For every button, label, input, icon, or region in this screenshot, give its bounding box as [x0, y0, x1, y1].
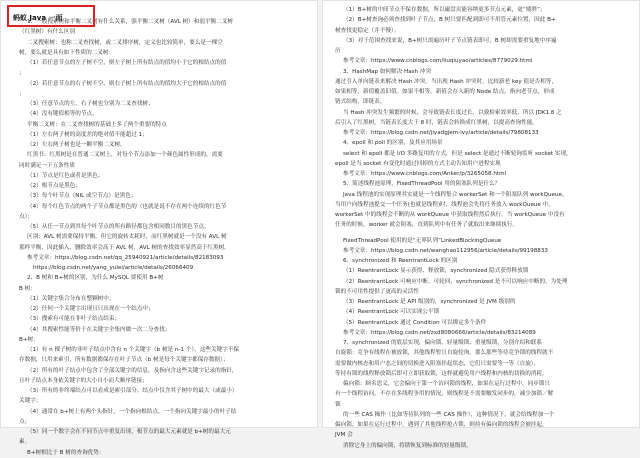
text-line: （4）其搜索性能等价于在关键字全集内做一次二分查找；: [27, 326, 171, 333]
text-line: 树，要么就是具有如下性质的二叉树：: [19, 49, 115, 56]
text-line: 需要做内核态和用户态之间的切换进入阻塞挂起状态，它们只需要等一等（自旋），: [335, 360, 540, 367]
text-line: 链式结构，即链表。: [335, 99, 386, 106]
text-line: 树查找更稳定（并不慢）；: [335, 27, 400, 34]
text-line: 历: [335, 48, 341, 54]
text-line: （3）所有的非终端结点可以看成是索引部分，结点中仅含其子树中的最大（或最小）: [27, 388, 238, 394]
text-line: B+树相比于 B 树的查询优势：: [27, 449, 105, 456]
text-line: 同时满足一下五条性质: [19, 162, 75, 169]
text-line: （4）每个红色节点的两个子节点都是黑色的（也就是说不存在两个连续的红色节: [27, 203, 227, 210]
text-line: 自旋锁：竞争有线程在被放锁，其他线程暂且自旋轮询，那么那些等待竞争锁的线程就不: [335, 350, 554, 357]
text-line: 偏向锁：顾名思义，它会偏向于第一个访问锁的线程，如果在运行过程中，同步锁只: [343, 381, 550, 387]
text-line: Java 线程池的实现原理其实就是一个线程集合 workerSet 和一个阻塞队列 workQueue。: [343, 191, 568, 198]
text-line: （5）从任一节点到其每个叶节点的所有路径都包含相同数目的黑色节点。: [27, 224, 210, 230]
text-line: 二叉搜索树：也称二叉查找树，或二叉排序树，定义也比较简单，要么是一棵空: [27, 39, 223, 46]
text-line: （5）ReentrantLock 通过 Condition 可以绑定多个条件: [343, 319, 487, 326]
text-line: （3）对于范围查找来说，B+树只需遍历叶子节点链表即可，B 树却需要重复地中序遍: [343, 37, 557, 44]
text-line: 且叶子结点本身依关键字的大小自小而大顺序链接；: [19, 377, 148, 384]
document-title: 蚂蚁 Java 一面: [7, 5, 95, 27]
text-line: workerSet 中的线程会不断的从 workQueue 中获取线程然后执行。当 workQueue 中没有: [335, 212, 565, 218]
text-line: 6、synchronized 和 ReentrantLock 的区别: [343, 258, 458, 264]
text-line: （3）任意节点的左、右子树也分别为二叉查找树；: [27, 101, 154, 107]
text-line: （1）节点是红色或者是黑色；: [27, 172, 104, 179]
text-line: 如果相等，新值覆盖旧值。如果不相等，新值会存入新的 Node 结点，指向老节点，形成: [335, 89, 555, 95]
text-line: 当 Hash 冲突发生频繁的时候，会导致链表长度过长，以致检索效率低，所以 JDK1.8 之: [343, 109, 562, 116]
text-line: （3）ReentrantLock 是 API 级别的，synchronized 是 JVM 级别的: [343, 299, 516, 305]
text-line: 那样平衡，因此插入、删除效率会高于 AVL 树，AVL 树的查找效率显然高于红黑树。: [19, 244, 230, 251]
text-line: 后引入了红黑树，当链表长度大于 8 时，链表会转换成红黑树，以提高查询性能。: [335, 119, 538, 126]
text-line: 的一些 CAS 操作（比如等待队列的一些 CAS 操作），这种情况下，就会给线程加一个: [343, 411, 555, 418]
text-line: 7、synchronized 的底层实现，偏向锁、轻量级锁、重量级锁，分别介绍和联系: [343, 340, 542, 346]
text-line: 点；: [19, 418, 31, 425]
right-page: [322, 0, 640, 449]
text-line: 任务的时候，worker 就会阻塞，直到队列中有任务了就取出来继续执行。: [335, 222, 519, 229]
text-line: 参考文章：https://www.cnblogs.com/liuqiuyao/articles/8779029.html: [343, 58, 533, 65]
text-line: https://blog.csdn.net/yang_yulei/article/details/26066409: [33, 265, 194, 271]
left-page: [0, 0, 318, 456]
text-line: 点）；: [19, 213, 33, 220]
text-line: （2）若任意节点的右子树不空，则右子树上所有结点的值均大于它的根结点的值: [27, 80, 227, 87]
text-line: FixedThreadPool 使用的是“无界队列”LinkedBlockingQueue: [343, 237, 502, 244]
text-line: 素。: [19, 439, 31, 446]
text-line: （1）B+树的中间节点不保存数据，所以磁盘页能容纳更多节点元素，更“矮胖”；: [343, 7, 546, 13]
left-page-body: [19, 17, 307, 458]
text-line: 偏向锁。如果在运行过程中，遇到了其他线程抢占锁，则持有偏向锁的线程会被挂起，: [335, 422, 548, 428]
text-line: （3）搜索有可能在非叶子结点结束；: [27, 316, 121, 323]
text-line: （1）左右两子树的高度差的绝对值不能超过 1；: [27, 131, 148, 138]
text-line: ；: [19, 70, 25, 77]
text-line: 通过引入单向链表来解决 Hash 冲突。当出现 Hash 冲突时，比较新老 key 值是否相等，: [335, 78, 558, 85]
text-line: 3、HashMap 如何解决 Hash 冲突: [343, 68, 432, 75]
text-line: 锁: [335, 401, 341, 408]
text-line: 参考文章：https://blog.csdn.net/qq_25940921/article/details/82183093: [27, 254, 224, 261]
text-line: （2）所有的叶子结点中包含了全部关键字的信息，及指向含这些关键字记录的指针，: [27, 367, 238, 374]
text-line: （2）ReentrantLock 可响应中断、可轮回，synchronized 是不可以响应中断的，为处理: [343, 278, 568, 285]
text-line: （1）关键字集合分布在整颗树中；: [27, 295, 115, 302]
text-line: （1）若任意节点的左子树不空，则左子树上所有结点的值均小于它的根结点的值: [27, 60, 227, 66]
text-line: 2、B 树和 B+树的区别，为什么 MySQL 要使用 B+树: [27, 275, 164, 282]
text-line: 有一个线程访问，不存在多线程争用的情况，则线程是不需要触发同步的，减少加锁／解: [335, 391, 554, 398]
text-line: 4、epoll 和 poll 的区别，及其应用场景: [343, 140, 443, 147]
text-line: （5）同一个数字会在不同节点中重复出现，根节点的最大元素就是 b+树的最大元: [27, 429, 231, 435]
text-line: epoll 是当 socket 有变化时通过回掉的方式主动告知用户进程实现: [335, 160, 501, 167]
text-line: （2）B+树查询必须查找到叶子节点，B 树只要匹配到即可不用管元素位置，因此 B+: [343, 17, 556, 24]
text-line: （2）任何一个关键字出现且只出现在一个结点中；: [27, 306, 154, 312]
text-line: 消除它身上的偏向锁，将锁恢复到标准的轻量级锁。: [343, 442, 472, 449]
text-line: （4）ReentrantLock 可以实现公平锁: [343, 309, 440, 316]
text-line: 参考文章：https://blog.csdn.net/zxd8080666/article/details/83214089: [343, 329, 536, 336]
text-line: 1、一般搜索树和平衡二叉树有什么关系，强平衡二叉树（AVL 树）和弱平衡二叉树: [27, 19, 233, 25]
text-line: 5、简述线程池原理，FixedThreadPool 用的阻塞队列是什么？: [343, 181, 501, 188]
text-line: （4）没有键值相等的节点。: [27, 111, 98, 118]
text-line: B+树：: [19, 336, 39, 343]
text-line: （1）有 n 棵子树的非叶子结点中含有 n 个关键字（b 树是 n-1 个），这些关键字不保: [27, 347, 239, 353]
text-line: 参考文章：https://blog.csdn.net/jiyadgjem-ivy/article/details/79808133: [343, 130, 539, 136]
text-line: 关键字；: [19, 398, 42, 405]
text-line: 区别：AVL 树需要保持平衡，但它的旋转太耗时，而红黑树就是一个没有 AVL 树: [27, 234, 227, 241]
text-line: 参考文章：https://www.cnblogs.com/Anker/p/3265058.html: [343, 171, 507, 177]
text-line: 等持有锁的线程释放锁后即可立即获取锁，这样就避免用户线程和内核的切换的消耗。: [335, 370, 548, 377]
text-line: 当用户向线程池提交一个任务(也就是线程)时，线程池会先将任务放入 workQueue 中。: [335, 201, 554, 208]
text-line: （2）根节点是黑色；: [27, 183, 81, 189]
text-line: 平衡二叉树：在二叉查找树的基础上多了两个重要的特点: [27, 121, 167, 128]
text-line: 红黑书：红黑树是在普通二叉树上，对每个节点添加一个颜色属性形成的，需要: [27, 152, 223, 159]
text-line: （1）ReentrantLock 显示获得、释放锁，synchronized 隐式获得释放锁: [343, 268, 529, 275]
text-line: 锁的不可用性提供了更高的灵活性: [335, 288, 419, 295]
text-line: （2）左右两子树也是一颗平衡二叉树。: [27, 142, 126, 148]
text-line: （红黑树）有什么区别: [19, 29, 75, 36]
text-line: （4）通常在 b+树上有两个头指针，一个指向根结点，一个指向关键字最小的叶子结: [27, 408, 237, 415]
right-page-body: [335, 5, 629, 451]
text-line: 参考文章：https://blog.csdn.net/wanghao112956/article/details/99198833: [343, 247, 548, 254]
text-line: ；: [19, 90, 25, 97]
text-line: JVM 会: [335, 432, 353, 439]
text-line: select 和 epoll 都是 I/O 多路复用的方式，但是 select 是通过不断轮询监听 socket 实现，: [343, 150, 572, 157]
text-line: B 树：: [19, 285, 36, 292]
text-line: 存数据，只用来索引，所有数据都保存在叶子节点（b 树是每个关键字都保存数据）；: [19, 357, 229, 364]
text-line: （3）每个叶节点（NIL 或空节点）是黑色；: [27, 193, 137, 200]
